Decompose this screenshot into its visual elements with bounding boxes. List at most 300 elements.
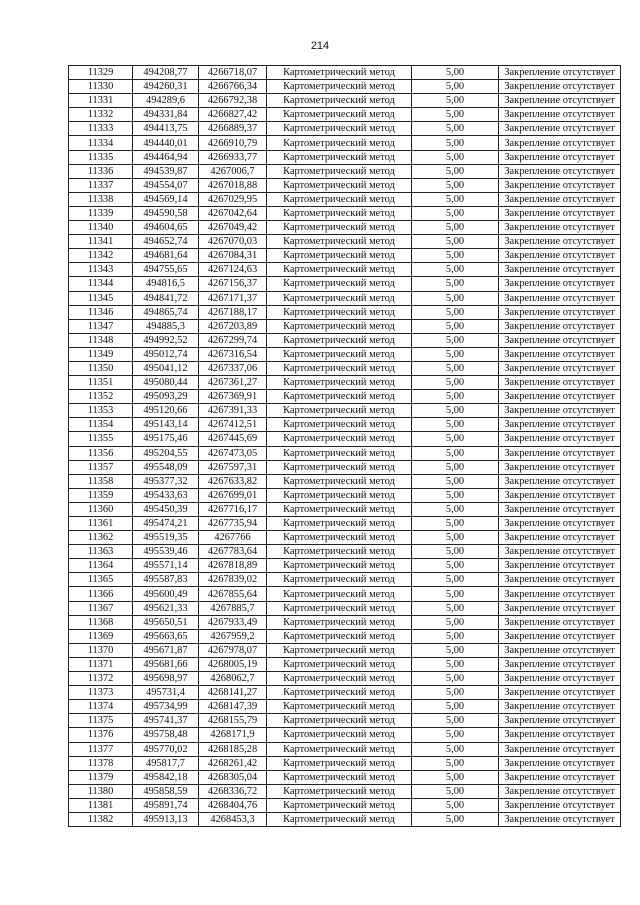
point-number-cell: 11333: [69, 122, 133, 136]
point-number-cell: 11360: [69, 502, 133, 516]
x-coordinate-cell: 494816,5: [133, 277, 199, 291]
point-number-cell: 11372: [69, 672, 133, 686]
accuracy-cell: 5,00: [412, 333, 499, 347]
fixation-cell: Закрепление отсутствует: [499, 277, 621, 291]
accuracy-cell: 5,00: [412, 700, 499, 714]
table-row: [69, 672, 621, 686]
point-number-cell: 11380: [69, 784, 133, 798]
x-coordinate-cell: 494652,74: [133, 235, 199, 249]
fixation-cell: Закрепление отсутствует: [499, 474, 621, 488]
fixation-cell: Закрепление отсутствует: [499, 643, 621, 657]
fixation-cell: Закрепление отсутствует: [499, 192, 621, 206]
fixation-cell: Закрепление отсутствует: [499, 559, 621, 573]
method-cell: Картометрический метод: [267, 812, 412, 826]
point-number-cell: 11364: [69, 559, 133, 573]
x-coordinate-cell: 495913,13: [133, 812, 199, 826]
point-number-cell: 11340: [69, 221, 133, 235]
y-coordinate-cell: 4267042,64: [199, 206, 267, 220]
y-coordinate-cell: 4268261,42: [199, 756, 267, 770]
method-cell: Картометрический метод: [267, 249, 412, 263]
point-number-cell: 11345: [69, 291, 133, 305]
accuracy-cell: 5,00: [412, 517, 499, 531]
x-coordinate-cell: 494260,31: [133, 80, 199, 94]
y-coordinate-cell: 4267783,64: [199, 545, 267, 559]
method-cell: Картометрический метод: [267, 601, 412, 615]
accuracy-cell: 5,00: [412, 643, 499, 657]
table-row: [69, 531, 621, 545]
method-cell: Картометрический метод: [267, 700, 412, 714]
y-coordinate-cell: 4268171,9: [199, 728, 267, 742]
accuracy-cell: 5,00: [412, 756, 499, 770]
table-row: [69, 291, 621, 305]
point-number-cell: 11347: [69, 319, 133, 333]
accuracy-cell: 5,00: [412, 812, 499, 826]
y-coordinate-cell: 4267156,37: [199, 277, 267, 291]
method-cell: Картометрический метод: [267, 66, 412, 80]
method-cell: Картометрический метод: [267, 164, 412, 178]
table-row: [69, 545, 621, 559]
point-number-cell: 11381: [69, 798, 133, 812]
accuracy-cell: 5,00: [412, 390, 499, 404]
y-coordinate-cell: 4267885,7: [199, 601, 267, 615]
y-coordinate-cell: 4268305,04: [199, 770, 267, 784]
table-row: [69, 686, 621, 700]
fixation-cell: Закрепление отсутствует: [499, 164, 621, 178]
y-coordinate-cell: 4267933,49: [199, 615, 267, 629]
method-cell: Картометрический метод: [267, 376, 412, 390]
x-coordinate-cell: 495548,09: [133, 460, 199, 474]
point-number-cell: 11342: [69, 249, 133, 263]
accuracy-cell: 5,00: [412, 488, 499, 502]
accuracy-cell: 5,00: [412, 714, 499, 728]
fixation-cell: Закрепление отсутствует: [499, 502, 621, 516]
method-cell: Картометрический метод: [267, 756, 412, 770]
accuracy-cell: 5,00: [412, 178, 499, 192]
point-number-cell: 11359: [69, 488, 133, 502]
point-number-cell: 11341: [69, 235, 133, 249]
table-row: [69, 587, 621, 601]
point-number-cell: 11339: [69, 206, 133, 220]
y-coordinate-cell: 4267445,69: [199, 432, 267, 446]
table-row: [69, 446, 621, 460]
y-coordinate-cell: 4267171,37: [199, 291, 267, 305]
fixation-cell: Закрепление отсутствует: [499, 756, 621, 770]
method-cell: Картометрический метод: [267, 404, 412, 418]
table-row: [69, 615, 621, 629]
point-number-cell: 11367: [69, 601, 133, 615]
point-number-cell: 11349: [69, 347, 133, 361]
x-coordinate-cell: 495377,32: [133, 474, 199, 488]
point-number-cell: 11337: [69, 178, 133, 192]
y-coordinate-cell: 4267978,07: [199, 643, 267, 657]
table-row: [69, 742, 621, 756]
accuracy-cell: 5,00: [412, 305, 499, 319]
coordinates-table-body: [69, 66, 621, 827]
table-row: [69, 573, 621, 587]
y-coordinate-cell: 4267699,01: [199, 488, 267, 502]
accuracy-cell: 5,00: [412, 474, 499, 488]
table-row: [69, 122, 621, 136]
accuracy-cell: 5,00: [412, 404, 499, 418]
fixation-cell: Закрепление отсутствует: [499, 728, 621, 742]
table-row: [69, 770, 621, 784]
method-cell: Картометрический метод: [267, 474, 412, 488]
accuracy-cell: 5,00: [412, 108, 499, 122]
y-coordinate-cell: 4268062,7: [199, 672, 267, 686]
accuracy-cell: 5,00: [412, 206, 499, 220]
x-coordinate-cell: 494539,87: [133, 164, 199, 178]
table-row: [69, 192, 621, 206]
accuracy-cell: 5,00: [412, 94, 499, 108]
x-coordinate-cell: 495858,59: [133, 784, 199, 798]
point-number-cell: 11350: [69, 361, 133, 375]
point-number-cell: 11378: [69, 756, 133, 770]
y-coordinate-cell: 4267597,31: [199, 460, 267, 474]
y-coordinate-cell: 4267337,06: [199, 361, 267, 375]
x-coordinate-cell: 495120,66: [133, 404, 199, 418]
fixation-cell: Закрепление отсутствует: [499, 136, 621, 150]
y-coordinate-cell: 4266827,42: [199, 108, 267, 122]
x-coordinate-cell: 495433,63: [133, 488, 199, 502]
method-cell: Картометрический метод: [267, 770, 412, 784]
accuracy-cell: 5,00: [412, 221, 499, 235]
table-row: [69, 784, 621, 798]
table-row: [69, 488, 621, 502]
point-number-cell: 11366: [69, 587, 133, 601]
accuracy-cell: 5,00: [412, 460, 499, 474]
y-coordinate-cell: 4268147,39: [199, 700, 267, 714]
fixation-cell: Закрепление отсутствует: [499, 460, 621, 474]
table-row: [69, 657, 621, 671]
fixation-cell: Закрепление отсутствует: [499, 108, 621, 122]
point-number-cell: 11365: [69, 573, 133, 587]
fixation-cell: Закрепление отсутствует: [499, 784, 621, 798]
accuracy-cell: 5,00: [412, 80, 499, 94]
method-cell: Картометрический метод: [267, 235, 412, 249]
table-row: [69, 376, 621, 390]
y-coordinate-cell: 4267299,74: [199, 333, 267, 347]
point-number-cell: 11369: [69, 629, 133, 643]
accuracy-cell: 5,00: [412, 150, 499, 164]
accuracy-cell: 5,00: [412, 770, 499, 784]
table-row: [69, 178, 621, 192]
accuracy-cell: 5,00: [412, 376, 499, 390]
x-coordinate-cell: 495891,74: [133, 798, 199, 812]
point-number-cell: 11358: [69, 474, 133, 488]
method-cell: Картометрический метод: [267, 80, 412, 94]
fixation-cell: Закрепление отсутствует: [499, 347, 621, 361]
method-cell: Картометрический метод: [267, 643, 412, 657]
table-row: [69, 460, 621, 474]
y-coordinate-cell: 4268185,28: [199, 742, 267, 756]
method-cell: Картометрический метод: [267, 446, 412, 460]
accuracy-cell: 5,00: [412, 164, 499, 178]
method-cell: Картометрический метод: [267, 714, 412, 728]
accuracy-cell: 5,00: [412, 249, 499, 263]
x-coordinate-cell: 495600,49: [133, 587, 199, 601]
y-coordinate-cell: 4267412,51: [199, 418, 267, 432]
accuracy-cell: 5,00: [412, 559, 499, 573]
x-coordinate-cell: 494464,94: [133, 150, 199, 164]
method-cell: Картометрический метод: [267, 108, 412, 122]
x-coordinate-cell: 495698,97: [133, 672, 199, 686]
coordinates-table: [68, 65, 621, 827]
method-cell: Картометрический метод: [267, 784, 412, 798]
accuracy-cell: 5,00: [412, 742, 499, 756]
accuracy-cell: 5,00: [412, 235, 499, 249]
point-number-cell: 11363: [69, 545, 133, 559]
x-coordinate-cell: 494208,77: [133, 66, 199, 80]
method-cell: Картометрический метод: [267, 728, 412, 742]
table-row: [69, 249, 621, 263]
y-coordinate-cell: 4266718,07: [199, 66, 267, 80]
point-number-cell: 11356: [69, 446, 133, 460]
x-coordinate-cell: 495012,74: [133, 347, 199, 361]
table-row: [69, 559, 621, 573]
method-cell: Картометрический метод: [267, 305, 412, 319]
table-row: [69, 221, 621, 235]
x-coordinate-cell: 495731,4: [133, 686, 199, 700]
point-number-cell: 11370: [69, 643, 133, 657]
table-row: [69, 502, 621, 516]
method-cell: Картометрический метод: [267, 150, 412, 164]
accuracy-cell: 5,00: [412, 136, 499, 150]
fixation-cell: Закрепление отсутствует: [499, 150, 621, 164]
page-number: 214: [310, 40, 330, 52]
point-number-cell: 11330: [69, 80, 133, 94]
fixation-cell: Закрепление отсутствует: [499, 404, 621, 418]
x-coordinate-cell: 494992,52: [133, 333, 199, 347]
accuracy-cell: 5,00: [412, 347, 499, 361]
y-coordinate-cell: 4267369,91: [199, 390, 267, 404]
table-row: [69, 798, 621, 812]
point-number-cell: 11371: [69, 657, 133, 671]
y-coordinate-cell: 4268453,3: [199, 812, 267, 826]
fixation-cell: Закрепление отсутствует: [499, 66, 621, 80]
method-cell: Картометрический метод: [267, 263, 412, 277]
point-number-cell: 11351: [69, 376, 133, 390]
method-cell: Картометрический метод: [267, 587, 412, 601]
table-row: [69, 390, 621, 404]
accuracy-cell: 5,00: [412, 545, 499, 559]
fixation-cell: Закрепление отсутствует: [499, 432, 621, 446]
y-coordinate-cell: 4266792,38: [199, 94, 267, 108]
table-row: [69, 164, 621, 178]
y-coordinate-cell: 4267188,17: [199, 305, 267, 319]
method-cell: Картометрический метод: [267, 361, 412, 375]
x-coordinate-cell: 495681,66: [133, 657, 199, 671]
method-cell: Картометрический метод: [267, 460, 412, 474]
table-row: [69, 728, 621, 742]
table-row: [69, 629, 621, 643]
table-row: [69, 756, 621, 770]
accuracy-cell: 5,00: [412, 573, 499, 587]
y-coordinate-cell: 4267959,2: [199, 629, 267, 643]
y-coordinate-cell: 4267203,89: [199, 319, 267, 333]
point-number-cell: 11357: [69, 460, 133, 474]
fixation-cell: Закрепление отсутствует: [499, 122, 621, 136]
accuracy-cell: 5,00: [412, 784, 499, 798]
y-coordinate-cell: 4267855,64: [199, 587, 267, 601]
method-cell: Картометрический метод: [267, 418, 412, 432]
x-coordinate-cell: 495080,44: [133, 376, 199, 390]
fixation-cell: Закрепление отсутствует: [499, 672, 621, 686]
fixation-cell: Закрепление отсутствует: [499, 418, 621, 432]
x-coordinate-cell: 494413,75: [133, 122, 199, 136]
method-cell: Картометрический метод: [267, 221, 412, 235]
fixation-cell: Закрепление отсутствует: [499, 333, 621, 347]
point-number-cell: 11334: [69, 136, 133, 150]
method-cell: Картометрический метод: [267, 742, 412, 756]
point-number-cell: 11329: [69, 66, 133, 80]
method-cell: Картометрический метод: [267, 192, 412, 206]
x-coordinate-cell: 494590,58: [133, 206, 199, 220]
x-coordinate-cell: 494604,65: [133, 221, 199, 235]
x-coordinate-cell: 495621,33: [133, 601, 199, 615]
accuracy-cell: 5,00: [412, 277, 499, 291]
y-coordinate-cell: 4267473,05: [199, 446, 267, 460]
fixation-cell: Закрепление отсутствует: [499, 601, 621, 615]
accuracy-cell: 5,00: [412, 629, 499, 643]
x-coordinate-cell: 494569,14: [133, 192, 199, 206]
method-cell: Картометрический метод: [267, 559, 412, 573]
point-number-cell: 11368: [69, 615, 133, 629]
method-cell: Картометрический метод: [267, 291, 412, 305]
table-row: [69, 235, 621, 249]
x-coordinate-cell: 495587,83: [133, 573, 199, 587]
table-row: [69, 263, 621, 277]
x-coordinate-cell: 495474,21: [133, 517, 199, 531]
y-coordinate-cell: 4267391,33: [199, 404, 267, 418]
method-cell: Картометрический метод: [267, 319, 412, 333]
y-coordinate-cell: 4267766: [199, 531, 267, 545]
accuracy-cell: 5,00: [412, 798, 499, 812]
method-cell: Картометрический метод: [267, 517, 412, 531]
method-cell: Картометрический метод: [267, 136, 412, 150]
table-row: [69, 700, 621, 714]
table-row: [69, 66, 621, 80]
method-cell: Картометрический метод: [267, 686, 412, 700]
accuracy-cell: 5,00: [412, 587, 499, 601]
x-coordinate-cell: 495571,14: [133, 559, 199, 573]
table-row: [69, 517, 621, 531]
accuracy-cell: 5,00: [412, 291, 499, 305]
fixation-cell: Закрепление отсутствует: [499, 94, 621, 108]
fixation-cell: Закрепление отсутствует: [499, 80, 621, 94]
point-number-cell: 11374: [69, 700, 133, 714]
fixation-cell: Закрепление отсутствует: [499, 686, 621, 700]
point-number-cell: 11376: [69, 728, 133, 742]
fixation-cell: Закрепление отсутствует: [499, 249, 621, 263]
y-coordinate-cell: 4266933,77: [199, 150, 267, 164]
x-coordinate-cell: 494841,72: [133, 291, 199, 305]
fixation-cell: Закрепление отсутствует: [499, 488, 621, 502]
point-number-cell: 11377: [69, 742, 133, 756]
point-number-cell: 11346: [69, 305, 133, 319]
fixation-cell: Закрепление отсутствует: [499, 812, 621, 826]
x-coordinate-cell: 494865,74: [133, 305, 199, 319]
x-coordinate-cell: 495758,48: [133, 728, 199, 742]
fixation-cell: Закрепление отсутствует: [499, 221, 621, 235]
point-number-cell: 11335: [69, 150, 133, 164]
point-number-cell: 11348: [69, 333, 133, 347]
fixation-cell: Закрепление отсутствует: [499, 376, 621, 390]
method-cell: Картометрический метод: [267, 333, 412, 347]
point-number-cell: 11343: [69, 263, 133, 277]
accuracy-cell: 5,00: [412, 263, 499, 277]
fixation-cell: Закрепление отсутствует: [499, 545, 621, 559]
y-coordinate-cell: 4267029,95: [199, 192, 267, 206]
table-row: [69, 714, 621, 728]
point-number-cell: 11373: [69, 686, 133, 700]
accuracy-cell: 5,00: [412, 672, 499, 686]
y-coordinate-cell: 4267124,63: [199, 263, 267, 277]
x-coordinate-cell: 495817,7: [133, 756, 199, 770]
fixation-cell: Закрепление отсутствует: [499, 587, 621, 601]
fixation-cell: Закрепление отсутствует: [499, 798, 621, 812]
y-coordinate-cell: 4268141,27: [199, 686, 267, 700]
x-coordinate-cell: 495770,02: [133, 742, 199, 756]
x-coordinate-cell: 495734,99: [133, 700, 199, 714]
fixation-cell: Закрепление отсутствует: [499, 742, 621, 756]
point-number-cell: 11361: [69, 517, 133, 531]
table-row: [69, 206, 621, 220]
point-number-cell: 11375: [69, 714, 133, 728]
y-coordinate-cell: 4267316,54: [199, 347, 267, 361]
y-coordinate-cell: 4267361,27: [199, 376, 267, 390]
table-row: [69, 812, 621, 826]
y-coordinate-cell: 4267735,94: [199, 517, 267, 531]
method-cell: Картометрический метод: [267, 390, 412, 404]
fixation-cell: Закрепление отсутствует: [499, 714, 621, 728]
fixation-cell: Закрепление отсутствует: [499, 770, 621, 784]
point-number-cell: 11354: [69, 418, 133, 432]
y-coordinate-cell: 4266889,37: [199, 122, 267, 136]
fixation-cell: Закрепление отсутствует: [499, 291, 621, 305]
fixation-cell: Закрепление отсутствует: [499, 263, 621, 277]
fixation-cell: Закрепление отсутствует: [499, 178, 621, 192]
method-cell: Картометрический метод: [267, 432, 412, 446]
method-cell: Картометрический метод: [267, 178, 412, 192]
table-row: [69, 80, 621, 94]
method-cell: Картометрический метод: [267, 488, 412, 502]
fixation-cell: Закрепление отсутствует: [499, 305, 621, 319]
accuracy-cell: 5,00: [412, 418, 499, 432]
y-coordinate-cell: 4267049,42: [199, 221, 267, 235]
fixation-cell: Закрепление отсутствует: [499, 657, 621, 671]
method-cell: Картометрический метод: [267, 629, 412, 643]
table-row: [69, 108, 621, 122]
table-row: [69, 361, 621, 375]
accuracy-cell: 5,00: [412, 502, 499, 516]
x-coordinate-cell: 495741,37: [133, 714, 199, 728]
point-number-cell: 11353: [69, 404, 133, 418]
point-number-cell: 11379: [69, 770, 133, 784]
point-number-cell: 11352: [69, 390, 133, 404]
table-row: [69, 136, 621, 150]
fixation-cell: Закрепление отсутствует: [499, 700, 621, 714]
fixation-cell: Закрепление отсутствует: [499, 206, 621, 220]
method-cell: Картометрический метод: [267, 277, 412, 291]
y-coordinate-cell: 4267818,89: [199, 559, 267, 573]
accuracy-cell: 5,00: [412, 361, 499, 375]
point-number-cell: 11338: [69, 192, 133, 206]
method-cell: Картометрический метод: [267, 657, 412, 671]
method-cell: Картометрический метод: [267, 545, 412, 559]
y-coordinate-cell: 4268404,76: [199, 798, 267, 812]
fixation-cell: Закрепление отсутствует: [499, 615, 621, 629]
x-coordinate-cell: 494885,3: [133, 319, 199, 333]
